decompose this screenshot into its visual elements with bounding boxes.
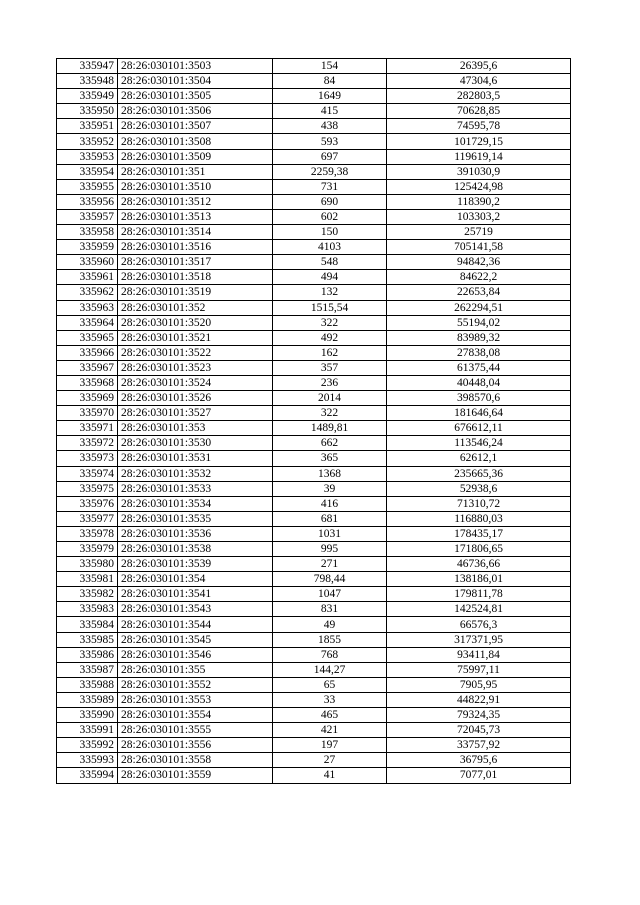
row-number-cell: 335963 xyxy=(57,300,118,315)
cadastral-number-cell: 28:26:030101:3536 xyxy=(118,526,273,541)
area-value-cell: 154 xyxy=(273,59,387,74)
row-number-cell: 335962 xyxy=(57,285,118,300)
area-value-cell: 84 xyxy=(273,74,387,89)
cadastral-number-cell: 28:26:030101:3520 xyxy=(118,315,273,330)
cadastral-value-cell: 36795,6 xyxy=(387,753,571,768)
cadastral-value-cell: 46736,66 xyxy=(387,557,571,572)
area-value-cell: 697 xyxy=(273,149,387,164)
cadastral-value-cell: 171806,65 xyxy=(387,542,571,557)
cadastral-number-cell: 28:26:030101:3531 xyxy=(118,451,273,466)
table-row xyxy=(57,723,571,738)
table-row xyxy=(57,209,571,224)
row-number-cell: 335988 xyxy=(57,677,118,692)
row-number-cell: 335990 xyxy=(57,708,118,723)
cadastral-value-cell: 75997,11 xyxy=(387,662,571,677)
row-number-cell: 335978 xyxy=(57,526,118,541)
cadastral-number-cell: 28:26:030101:353 xyxy=(118,421,273,436)
cadastral-value-cell: 398570,6 xyxy=(387,391,571,406)
area-value-cell: 681 xyxy=(273,511,387,526)
table-row xyxy=(57,421,571,436)
cadastral-value-cell: 79324,35 xyxy=(387,708,571,723)
row-number-cell: 335961 xyxy=(57,270,118,285)
cadastral-number-cell: 28:26:030101:3504 xyxy=(118,74,273,89)
cadastral-number-cell: 28:26:030101:3532 xyxy=(118,466,273,481)
cadastral-value-cell: 70628,85 xyxy=(387,104,571,119)
cadastral-number-cell: 28:26:030101:3559 xyxy=(118,768,273,783)
table-row xyxy=(57,511,571,526)
cadastral-number-cell: 28:26:030101:3518 xyxy=(118,270,273,285)
row-number-cell: 335991 xyxy=(57,723,118,738)
cadastral-number-cell: 28:26:030101:351 xyxy=(118,164,273,179)
area-value-cell: 197 xyxy=(273,738,387,753)
area-value-cell: 831 xyxy=(273,602,387,617)
area-value-cell: 492 xyxy=(273,330,387,345)
table-row xyxy=(57,526,571,541)
cadastral-number-cell: 28:26:030101:3513 xyxy=(118,209,273,224)
area-value-cell: 2259,38 xyxy=(273,164,387,179)
table-row xyxy=(57,632,571,647)
area-value-cell: 41 xyxy=(273,768,387,783)
row-number-cell: 335948 xyxy=(57,74,118,89)
row-number-cell: 335967 xyxy=(57,360,118,375)
row-number-cell: 335972 xyxy=(57,436,118,451)
cadastral-number-cell: 28:26:030101:3552 xyxy=(118,677,273,692)
row-number-cell: 335973 xyxy=(57,451,118,466)
cadastral-number-cell: 28:26:030101:352 xyxy=(118,300,273,315)
row-number-cell: 335989 xyxy=(57,692,118,707)
cadastral-value-cell: 25719 xyxy=(387,225,571,240)
area-value-cell: 415 xyxy=(273,104,387,119)
cadastral-number-cell: 28:26:030101:3526 xyxy=(118,391,273,406)
table-row xyxy=(57,300,571,315)
area-value-cell: 438 xyxy=(273,119,387,134)
table-row xyxy=(57,617,571,632)
cadastral-number-cell: 28:26:030101:3508 xyxy=(118,134,273,149)
cadastral-number-cell: 28:26:030101:354 xyxy=(118,572,273,587)
cadastral-number-cell: 28:26:030101:355 xyxy=(118,662,273,677)
cadastral-value-cell: 33757,92 xyxy=(387,738,571,753)
cadastral-value-cell: 101729,15 xyxy=(387,134,571,149)
row-number-cell: 335954 xyxy=(57,164,118,179)
table-row xyxy=(57,738,571,753)
area-value-cell: 995 xyxy=(273,542,387,557)
cadastral-value-cell: 181646,64 xyxy=(387,406,571,421)
cadastral-number-cell: 28:26:030101:3524 xyxy=(118,375,273,390)
table-row xyxy=(57,466,571,481)
cadastral-number-cell: 28:26:030101:3506 xyxy=(118,104,273,119)
area-value-cell: 1031 xyxy=(273,526,387,541)
cadastral-value-cell: 103303,2 xyxy=(387,209,571,224)
row-number-cell: 335977 xyxy=(57,511,118,526)
area-value-cell: 150 xyxy=(273,225,387,240)
table-row xyxy=(57,557,571,572)
area-value-cell: 65 xyxy=(273,677,387,692)
area-value-cell: 1649 xyxy=(273,89,387,104)
table-row xyxy=(57,104,571,119)
table-row xyxy=(57,406,571,421)
cadastral-value-cell: 52938,6 xyxy=(387,481,571,496)
cadastral-value-cell: 178435,17 xyxy=(387,526,571,541)
area-value-cell: 662 xyxy=(273,436,387,451)
cadastral-number-cell: 28:26:030101:3533 xyxy=(118,481,273,496)
row-number-cell: 335952 xyxy=(57,134,118,149)
table-row xyxy=(57,255,571,270)
area-value-cell: 357 xyxy=(273,360,387,375)
cadastral-number-cell: 28:26:030101:3527 xyxy=(118,406,273,421)
cadastral-number-cell: 28:26:030101:3534 xyxy=(118,496,273,511)
area-value-cell: 162 xyxy=(273,345,387,360)
table-body xyxy=(57,59,571,784)
cadastral-value-cell: 262294,51 xyxy=(387,300,571,315)
cadastral-value-cell: 705141,58 xyxy=(387,240,571,255)
table-row xyxy=(57,119,571,134)
cadastral-value-cell: 61375,44 xyxy=(387,360,571,375)
cadastral-number-cell: 28:26:030101:3544 xyxy=(118,617,273,632)
row-number-cell: 335994 xyxy=(57,768,118,783)
table-row xyxy=(57,647,571,662)
area-value-cell: 768 xyxy=(273,647,387,662)
table-row xyxy=(57,345,571,360)
cadastral-number-cell: 28:26:030101:3523 xyxy=(118,360,273,375)
area-value-cell: 1489,81 xyxy=(273,421,387,436)
cadastral-number-cell: 28:26:030101:3556 xyxy=(118,738,273,753)
row-number-cell: 335992 xyxy=(57,738,118,753)
row-number-cell: 335993 xyxy=(57,753,118,768)
table-row xyxy=(57,542,571,557)
cadastral-value-cell: 113546,24 xyxy=(387,436,571,451)
cadastral-number-cell: 28:26:030101:3505 xyxy=(118,89,273,104)
area-value-cell: 731 xyxy=(273,179,387,194)
cadastral-value-cell: 118390,2 xyxy=(387,194,571,209)
cadastral-table xyxy=(56,58,571,784)
cadastral-number-cell: 28:26:030101:3516 xyxy=(118,240,273,255)
table-row xyxy=(57,391,571,406)
table-row xyxy=(57,662,571,677)
row-number-cell: 335957 xyxy=(57,209,118,224)
cadastral-value-cell: 74595,78 xyxy=(387,119,571,134)
row-number-cell: 335982 xyxy=(57,587,118,602)
cadastral-value-cell: 66576,3 xyxy=(387,617,571,632)
table-row xyxy=(57,330,571,345)
row-number-cell: 335981 xyxy=(57,572,118,587)
row-number-cell: 335968 xyxy=(57,375,118,390)
area-value-cell: 494 xyxy=(273,270,387,285)
table-row xyxy=(57,179,571,194)
area-value-cell: 33 xyxy=(273,692,387,707)
cadastral-number-cell: 28:26:030101:3521 xyxy=(118,330,273,345)
area-value-cell: 236 xyxy=(273,375,387,390)
cadastral-number-cell: 28:26:030101:3555 xyxy=(118,723,273,738)
table-row xyxy=(57,587,571,602)
area-value-cell: 593 xyxy=(273,134,387,149)
area-value-cell: 465 xyxy=(273,708,387,723)
table-row xyxy=(57,602,571,617)
area-value-cell: 144,27 xyxy=(273,662,387,677)
area-value-cell: 690 xyxy=(273,194,387,209)
table-row xyxy=(57,677,571,692)
row-number-cell: 335984 xyxy=(57,617,118,632)
cadastral-value-cell: 47304,6 xyxy=(387,74,571,89)
cadastral-number-cell: 28:26:030101:3507 xyxy=(118,119,273,134)
cadastral-value-cell: 72045,73 xyxy=(387,723,571,738)
row-number-cell: 335987 xyxy=(57,662,118,677)
row-number-cell: 335983 xyxy=(57,602,118,617)
row-number-cell: 335986 xyxy=(57,647,118,662)
cadastral-value-cell: 55194,02 xyxy=(387,315,571,330)
cadastral-value-cell: 235665,36 xyxy=(387,466,571,481)
cadastral-value-cell: 44822,91 xyxy=(387,692,571,707)
row-number-cell: 335960 xyxy=(57,255,118,270)
cadastral-number-cell: 28:26:030101:3512 xyxy=(118,194,273,209)
cadastral-value-cell: 26395,6 xyxy=(387,59,571,74)
cadastral-number-cell: 28:26:030101:3510 xyxy=(118,179,273,194)
row-number-cell: 335975 xyxy=(57,481,118,496)
table-row xyxy=(57,375,571,390)
cadastral-value-cell: 27838,08 xyxy=(387,345,571,360)
table-row xyxy=(57,451,571,466)
cadastral-number-cell: 28:26:030101:3553 xyxy=(118,692,273,707)
area-value-cell: 132 xyxy=(273,285,387,300)
table-row xyxy=(57,708,571,723)
table-row xyxy=(57,194,571,209)
row-number-cell: 335966 xyxy=(57,345,118,360)
cadastral-value-cell: 391030,9 xyxy=(387,164,571,179)
row-number-cell: 335969 xyxy=(57,391,118,406)
area-value-cell: 39 xyxy=(273,481,387,496)
cadastral-value-cell: 125424,98 xyxy=(387,179,571,194)
cadastral-number-cell: 28:26:030101:3538 xyxy=(118,542,273,557)
cadastral-value-cell: 94842,36 xyxy=(387,255,571,270)
area-value-cell: 4103 xyxy=(273,240,387,255)
cadastral-number-cell: 28:26:030101:3519 xyxy=(118,285,273,300)
row-number-cell: 335976 xyxy=(57,496,118,511)
cadastral-number-cell: 28:26:030101:3539 xyxy=(118,557,273,572)
cadastral-value-cell: 84622,2 xyxy=(387,270,571,285)
area-value-cell: 322 xyxy=(273,406,387,421)
row-number-cell: 335980 xyxy=(57,557,118,572)
cadastral-number-cell: 28:26:030101:3522 xyxy=(118,345,273,360)
area-value-cell: 49 xyxy=(273,617,387,632)
area-value-cell: 322 xyxy=(273,315,387,330)
cadastral-number-cell: 28:26:030101:3543 xyxy=(118,602,273,617)
row-number-cell: 335971 xyxy=(57,421,118,436)
row-number-cell: 335947 xyxy=(57,59,118,74)
area-value-cell: 365 xyxy=(273,451,387,466)
row-number-cell: 335959 xyxy=(57,240,118,255)
table-row xyxy=(57,240,571,255)
cadastral-number-cell: 28:26:030101:3541 xyxy=(118,587,273,602)
cadastral-value-cell: 676612,11 xyxy=(387,421,571,436)
cadastral-value-cell: 83989,32 xyxy=(387,330,571,345)
row-number-cell: 335958 xyxy=(57,225,118,240)
cadastral-number-cell: 28:26:030101:3517 xyxy=(118,255,273,270)
table-row xyxy=(57,285,571,300)
table-row xyxy=(57,692,571,707)
cadastral-value-cell: 22653,84 xyxy=(387,285,571,300)
cadastral-value-cell: 119619,14 xyxy=(387,149,571,164)
table-row xyxy=(57,315,571,330)
area-value-cell: 1515,54 xyxy=(273,300,387,315)
area-value-cell: 27 xyxy=(273,753,387,768)
table-row xyxy=(57,572,571,587)
cadastral-value-cell: 71310,72 xyxy=(387,496,571,511)
row-number-cell: 335956 xyxy=(57,194,118,209)
cadastral-number-cell: 28:26:030101:3535 xyxy=(118,511,273,526)
row-number-cell: 335949 xyxy=(57,89,118,104)
cadastral-number-cell: 28:26:030101:3546 xyxy=(118,647,273,662)
cadastral-value-cell: 142524,81 xyxy=(387,602,571,617)
row-number-cell: 335974 xyxy=(57,466,118,481)
table-row xyxy=(57,481,571,496)
cadastral-value-cell: 62612,1 xyxy=(387,451,571,466)
cadastral-number-cell: 28:26:030101:3509 xyxy=(118,149,273,164)
row-number-cell: 335965 xyxy=(57,330,118,345)
area-value-cell: 1047 xyxy=(273,587,387,602)
table-row xyxy=(57,74,571,89)
table-row xyxy=(57,768,571,783)
cadastral-value-cell: 179811,78 xyxy=(387,587,571,602)
table-row xyxy=(57,149,571,164)
cadastral-number-cell: 28:26:030101:3514 xyxy=(118,225,273,240)
row-number-cell: 335985 xyxy=(57,632,118,647)
table-row xyxy=(57,360,571,375)
area-value-cell: 421 xyxy=(273,723,387,738)
document-page xyxy=(56,58,570,784)
row-number-cell: 335955 xyxy=(57,179,118,194)
area-value-cell: 416 xyxy=(273,496,387,511)
table-row xyxy=(57,89,571,104)
cadastral-number-cell: 28:26:030101:3554 xyxy=(118,708,273,723)
table-row xyxy=(57,134,571,149)
area-value-cell: 271 xyxy=(273,557,387,572)
area-value-cell: 548 xyxy=(273,255,387,270)
cadastral-value-cell: 282803,5 xyxy=(387,89,571,104)
cadastral-value-cell: 138186,01 xyxy=(387,572,571,587)
row-number-cell: 335979 xyxy=(57,542,118,557)
table-row xyxy=(57,59,571,74)
row-number-cell: 335950 xyxy=(57,104,118,119)
cadastral-number-cell: 28:26:030101:3558 xyxy=(118,753,273,768)
cadastral-number-cell: 28:26:030101:3503 xyxy=(118,59,273,74)
cadastral-value-cell: 93411,84 xyxy=(387,647,571,662)
cadastral-number-cell: 28:26:030101:3530 xyxy=(118,436,273,451)
row-number-cell: 335964 xyxy=(57,315,118,330)
cadastral-value-cell: 40448,04 xyxy=(387,375,571,390)
table-row xyxy=(57,270,571,285)
cadastral-value-cell: 7905,95 xyxy=(387,677,571,692)
area-value-cell: 798,44 xyxy=(273,572,387,587)
table-row xyxy=(57,496,571,511)
table-row xyxy=(57,753,571,768)
cadastral-number-cell: 28:26:030101:3545 xyxy=(118,632,273,647)
area-value-cell: 1855 xyxy=(273,632,387,647)
row-number-cell: 335951 xyxy=(57,119,118,134)
area-value-cell: 1368 xyxy=(273,466,387,481)
table-row xyxy=(57,436,571,451)
table-row xyxy=(57,164,571,179)
area-value-cell: 2014 xyxy=(273,391,387,406)
area-value-cell: 602 xyxy=(273,209,387,224)
row-number-cell: 335953 xyxy=(57,149,118,164)
table-row xyxy=(57,225,571,240)
row-number-cell: 335970 xyxy=(57,406,118,421)
cadastral-value-cell: 7077,01 xyxy=(387,768,571,783)
cadastral-value-cell: 116880,03 xyxy=(387,511,571,526)
cadastral-value-cell: 317371,95 xyxy=(387,632,571,647)
